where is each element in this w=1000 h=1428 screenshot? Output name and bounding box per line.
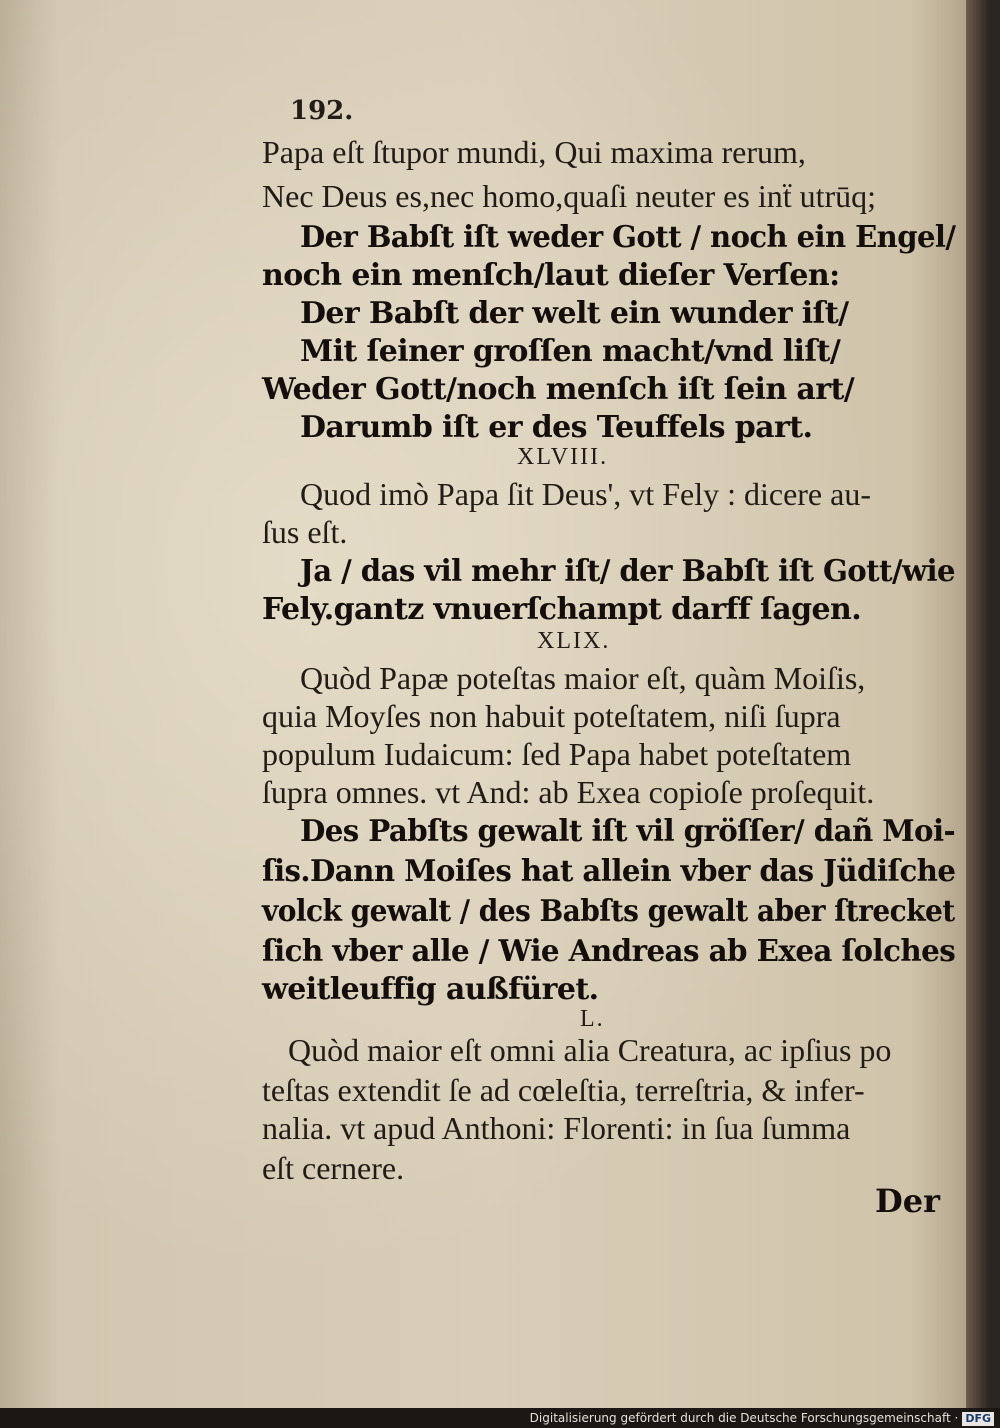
text-line-28: eſt cernere. [262, 1150, 405, 1186]
text-line-20: ſis.Dann Moiſes hat allein vber das Jüdiſche [262, 854, 956, 889]
text-line-22: ſich vber alle / Wie Andreas ab Exea ſolches [262, 934, 956, 969]
text-line-21: volck gewalt / des Babſts gewalt aber ſtrecket [262, 894, 955, 929]
text-line-13: Fely.gantz vnuerſchampt darff ſagen. [262, 592, 862, 627]
text-line-5: Der Babſt der welt ein wunder iſt/ [300, 296, 849, 331]
text-line-11: ſus eſt. [262, 514, 348, 550]
text-line-25: Quòd maior eſt omni alia Creatura, ac ipſius po [288, 1032, 892, 1068]
text-line-4: noch ein menſch/laut dieſer Verſen: [262, 258, 840, 293]
text-line-6: Mit ſeiner groſſen macht/vnd liſt/ [300, 334, 841, 369]
text-line-2: Nec Deus es,nec homo,quaſi neuter es inẗ utrūq; [262, 178, 877, 214]
text-line-18: ſupra omnes. vt And: ab Exea copioſe proſequit. [262, 774, 875, 810]
text-line-15: Quòd Papæ poteſtas maior eſt, quàm Moiſis, [300, 660, 866, 696]
text-line-12: Ja / das vil mehr iſt/ der Babſt iſt Gott/wie [300, 554, 955, 589]
text-line-8: Darumb iſt er des Teuffels part. [300, 410, 813, 445]
text-line-3: Der Babſt iſt weder Gott / noch ein Engel/ [300, 220, 956, 255]
text-line-1: Papa eſt ſtupor mundi, Qui maxima rerum, [262, 134, 806, 170]
section-heading-xlviii: XLVIII. [517, 444, 609, 470]
page-number: 192. [290, 96, 354, 126]
text-line-26: teſtas extendit ſe ad cœleſtia, terreſtria, & infer- [262, 1072, 865, 1108]
text-line-19: Des Pabſts gewalt iſt vil gröſſer/ dañ Moi- [300, 814, 956, 849]
section-heading-l: L. [580, 1006, 605, 1032]
catchword: Der [875, 1182, 940, 1220]
text-line-27: nalia. vt apud Anthoni: Florenti: in ſua ſumma [262, 1110, 851, 1146]
text-line-23: weitleuffig außfüret. [262, 972, 599, 1007]
section-heading-xlix: XLIX. [537, 628, 611, 654]
text-line-17: populum Iudaicum: ſed Papa habet poteſtatem [262, 736, 852, 772]
text-line-7: Weder Gott/noch menſch iſt ſein art/ [262, 372, 855, 407]
dfg-logo: DFG [962, 1412, 994, 1426]
digitization-footer [0, 1408, 1000, 1428]
text-line-16: quia Moyſes non habuit poteſtatem, niſi ſupra [262, 698, 841, 734]
footer-credit-text: Digitalisierung gefördert durch die Deutsche Forschungsgemeinschaft · [529, 1411, 959, 1425]
text-line-10: Quod imò Papa ſit Deus', vt Fely : dicere au- [300, 476, 871, 512]
page-binding-edge [966, 0, 988, 1408]
